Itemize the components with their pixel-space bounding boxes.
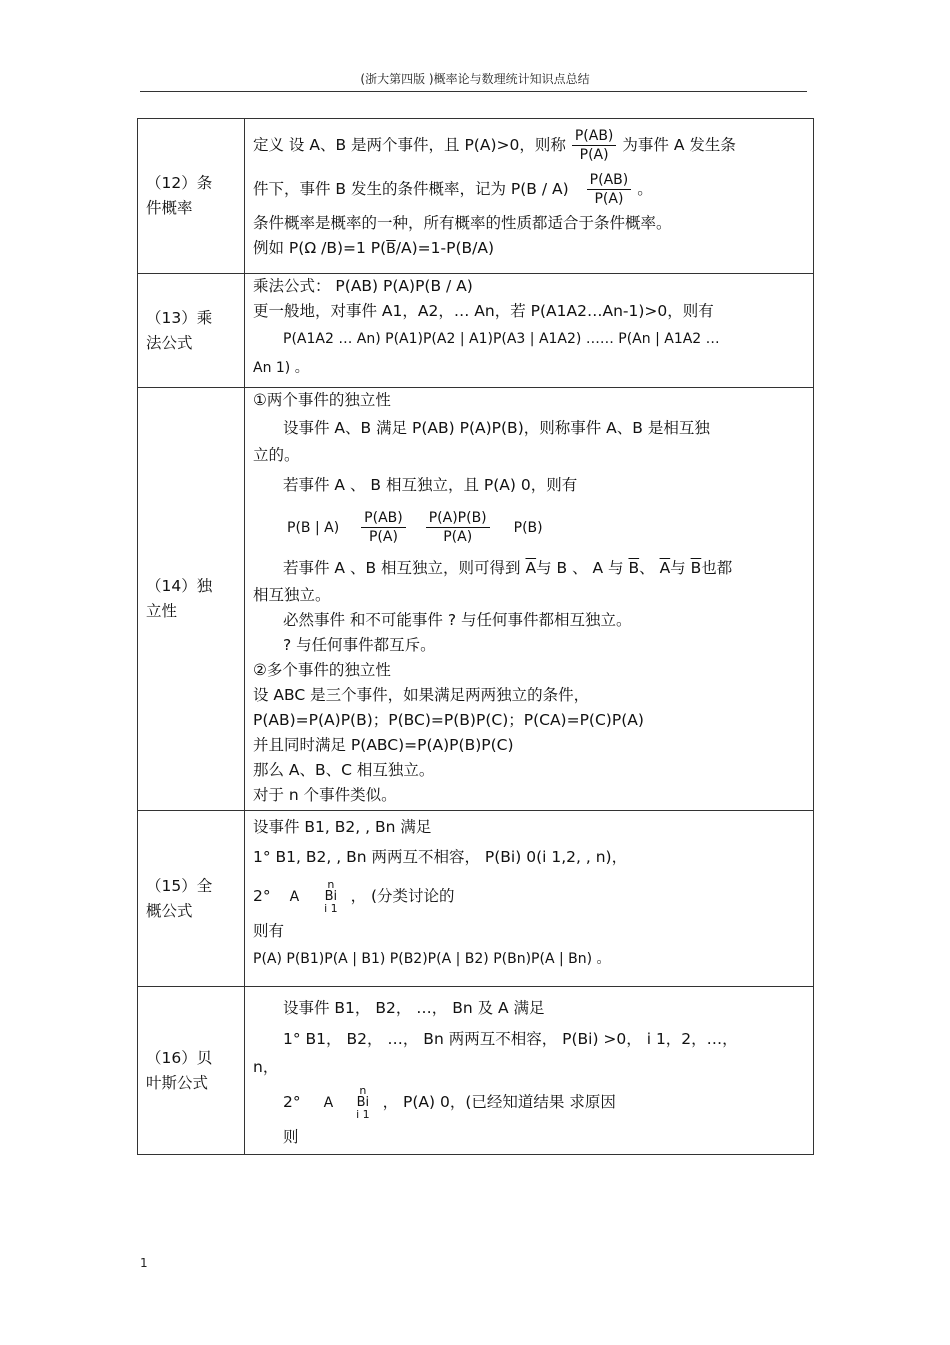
text: 与 B 、 A 与 xyxy=(536,559,624,577)
row-content xyxy=(245,987,814,1155)
content-line: 若事件 A 、 B 相互独立，且 P(A) 0，则有 xyxy=(283,476,578,494)
union-lower: i 1 xyxy=(324,901,338,915)
union-term: Bi xyxy=(324,888,338,904)
row-title-line: 法公式 xyxy=(146,333,193,352)
fraction xyxy=(426,509,490,546)
content-line: ①两个事件的独立性 xyxy=(253,391,391,409)
fraction-denominator: P(A) xyxy=(579,147,609,163)
content-line: 乘法公式： P(AB) P(A)P(B / A) xyxy=(253,277,473,295)
complement-symbol: $\overline{B}$ xyxy=(386,241,396,257)
text: 件下，事件 B 发生的条件概率，记为 P(B / A) xyxy=(253,180,569,198)
row-title xyxy=(138,274,245,388)
page-header-title: (浙大第四版 )概率论与数理统计知识点总结 xyxy=(360,72,590,86)
content-line: 必然事件 和不可能事件 ? 与任何事件都相互独立。 xyxy=(283,611,632,629)
formula-table xyxy=(137,118,814,1155)
text: P(B | A) xyxy=(287,520,340,536)
row-title-line: 件概率 xyxy=(146,199,193,217)
text: 定义 设 A、B 是两个事件，且 P(A)>0，则称 xyxy=(253,136,566,154)
text: 2° xyxy=(283,1093,301,1111)
header-rule xyxy=(140,91,807,92)
text: 。 xyxy=(637,180,653,198)
content-line: 那么 A、B、C 相互独立。 xyxy=(253,761,435,779)
text: P(B) xyxy=(513,520,543,536)
content-line xyxy=(253,167,807,211)
text: 为事件 A 发生条 xyxy=(622,136,736,154)
fraction xyxy=(572,127,617,164)
content-line: ? 与任何事件都互斥。 xyxy=(283,636,436,654)
content-line: 更一般地，对事件 A1，A2，… An，若 P(A1A2…An-1)>0，则有 xyxy=(253,302,714,320)
page-number: 1 xyxy=(140,1256,148,1270)
row-content xyxy=(245,274,814,388)
content-line: 1° B1, B2, , Bn 两两互不相容， P(Bi) 0(i 1,2, , n)， xyxy=(253,848,628,866)
text: 若事件 A 、B 相互独立，则可得到 xyxy=(283,559,521,577)
content-line: P(AB)=P(A)P(B)；P(BC)=P(B)P(C)；P(CA)=P(C)P(A) xyxy=(253,711,644,729)
row-title xyxy=(138,388,245,811)
content-line: P(A1A2 … An) P(A1)P(A2 | A1)P(A3 | A1A2) …… P(An | A1A2 … xyxy=(283,331,720,347)
row-title-line: （16）贝 xyxy=(146,1048,213,1067)
content-line: 相互独立。 xyxy=(253,586,331,604)
fraction-numerator: P(A)P(B) xyxy=(426,509,490,528)
content-line: 条件概率是概率的一种，所有概率的性质都适合于条件概率。 xyxy=(253,214,672,232)
content-line: 设事件 B1， B2， …， Bn 及 A 满足 xyxy=(283,999,545,1017)
fraction-denominator: P(A) xyxy=(368,529,398,545)
text: 、 xyxy=(639,559,655,577)
row-title xyxy=(138,811,245,987)
content-line: 则有 xyxy=(253,922,285,940)
content-line: 设 ABC 是三个事件，如果满足两两独立的条件， xyxy=(253,686,590,704)
content-line: 并且同时满足 P(ABC)=P(A)P(B)P(C) xyxy=(253,736,514,754)
text: ， P(A) 0，(已经知道结果 求原因 xyxy=(382,1093,616,1111)
union-upper: n xyxy=(359,1083,367,1097)
content-line xyxy=(253,502,807,553)
content-line xyxy=(253,1080,807,1125)
row-title-line: 叶斯公式 xyxy=(146,1073,209,1092)
text: A xyxy=(289,889,300,905)
fraction xyxy=(361,509,406,546)
fraction-numerator: P(AB) xyxy=(572,127,617,146)
text: 也都 xyxy=(701,559,733,577)
text: 2° xyxy=(253,887,271,905)
content-line: 对于 n 个事件类似。 xyxy=(253,786,397,804)
row-title-line: 概公式 xyxy=(146,901,193,920)
fraction-numerator: P(AB) xyxy=(361,509,406,528)
table-row xyxy=(138,811,814,987)
row-content xyxy=(245,388,814,811)
fraction-denominator: P(A) xyxy=(443,529,473,545)
content-line xyxy=(253,874,807,919)
content-line: n， xyxy=(253,1058,279,1076)
text: ， (分类讨论的 xyxy=(350,887,455,905)
complement-symbol: $\overline{A}$ xyxy=(525,559,537,577)
text: /A)=1-P(B/A) xyxy=(395,239,494,257)
table-row xyxy=(138,119,814,274)
row-title-line: （15）全 xyxy=(146,876,213,895)
union-symbol xyxy=(356,1085,370,1121)
row-content xyxy=(245,811,814,987)
table-row xyxy=(138,388,814,811)
text: 与 xyxy=(670,559,686,577)
content-line: 设事件 B1, B2, , Bn 满足 xyxy=(253,818,432,836)
content-line xyxy=(253,553,807,583)
text: A xyxy=(323,1095,334,1111)
complement-symbol: $\overline{B}$ xyxy=(628,559,640,577)
union-upper: n xyxy=(327,877,335,891)
row-title-line: （13）乘 xyxy=(146,308,213,327)
union-term: Bi xyxy=(356,1094,370,1110)
row-title-line: （12）条 xyxy=(146,174,213,192)
row-content xyxy=(245,119,814,274)
content-line: 则 xyxy=(283,1128,299,1146)
complement-symbol: $\overline{A}$ xyxy=(659,559,671,577)
fraction-denominator: P(A) xyxy=(594,191,624,207)
content-line: 1° B1， B2， …， Bn 两两互不相容， P(Bi) >0， i 1，2，…， xyxy=(283,1030,738,1048)
table-row xyxy=(138,274,814,388)
row-title xyxy=(138,987,245,1155)
row-title-line: （14）独 xyxy=(146,577,213,595)
content-line: An 1) 。 xyxy=(253,360,309,376)
content-line xyxy=(253,236,807,262)
content-line: P(A) P(B1)P(A | B1) P(B2)P(A | B2) P(Bn)P(A | Bn) 。 xyxy=(253,951,611,967)
content-line: ②多个事件的独立性 xyxy=(253,661,391,679)
content-line: 设事件 A、B 满足 P(AB) P(A)P(B)，则称事件 A、B 是相互独 xyxy=(283,419,710,437)
row-title-line: 立性 xyxy=(146,602,178,620)
union-symbol xyxy=(324,879,338,915)
fraction xyxy=(587,171,632,208)
text: 例如 P(Ω /B)=1 P( xyxy=(253,239,387,257)
row-title xyxy=(138,119,245,274)
fraction-numerator: P(AB) xyxy=(587,171,632,190)
table-row xyxy=(138,987,814,1155)
union-lower: i 1 xyxy=(356,1107,370,1121)
content-line: 立的。 xyxy=(253,446,300,464)
content-line xyxy=(253,123,807,167)
complement-symbol: $\overline{B}$ xyxy=(690,559,702,577)
